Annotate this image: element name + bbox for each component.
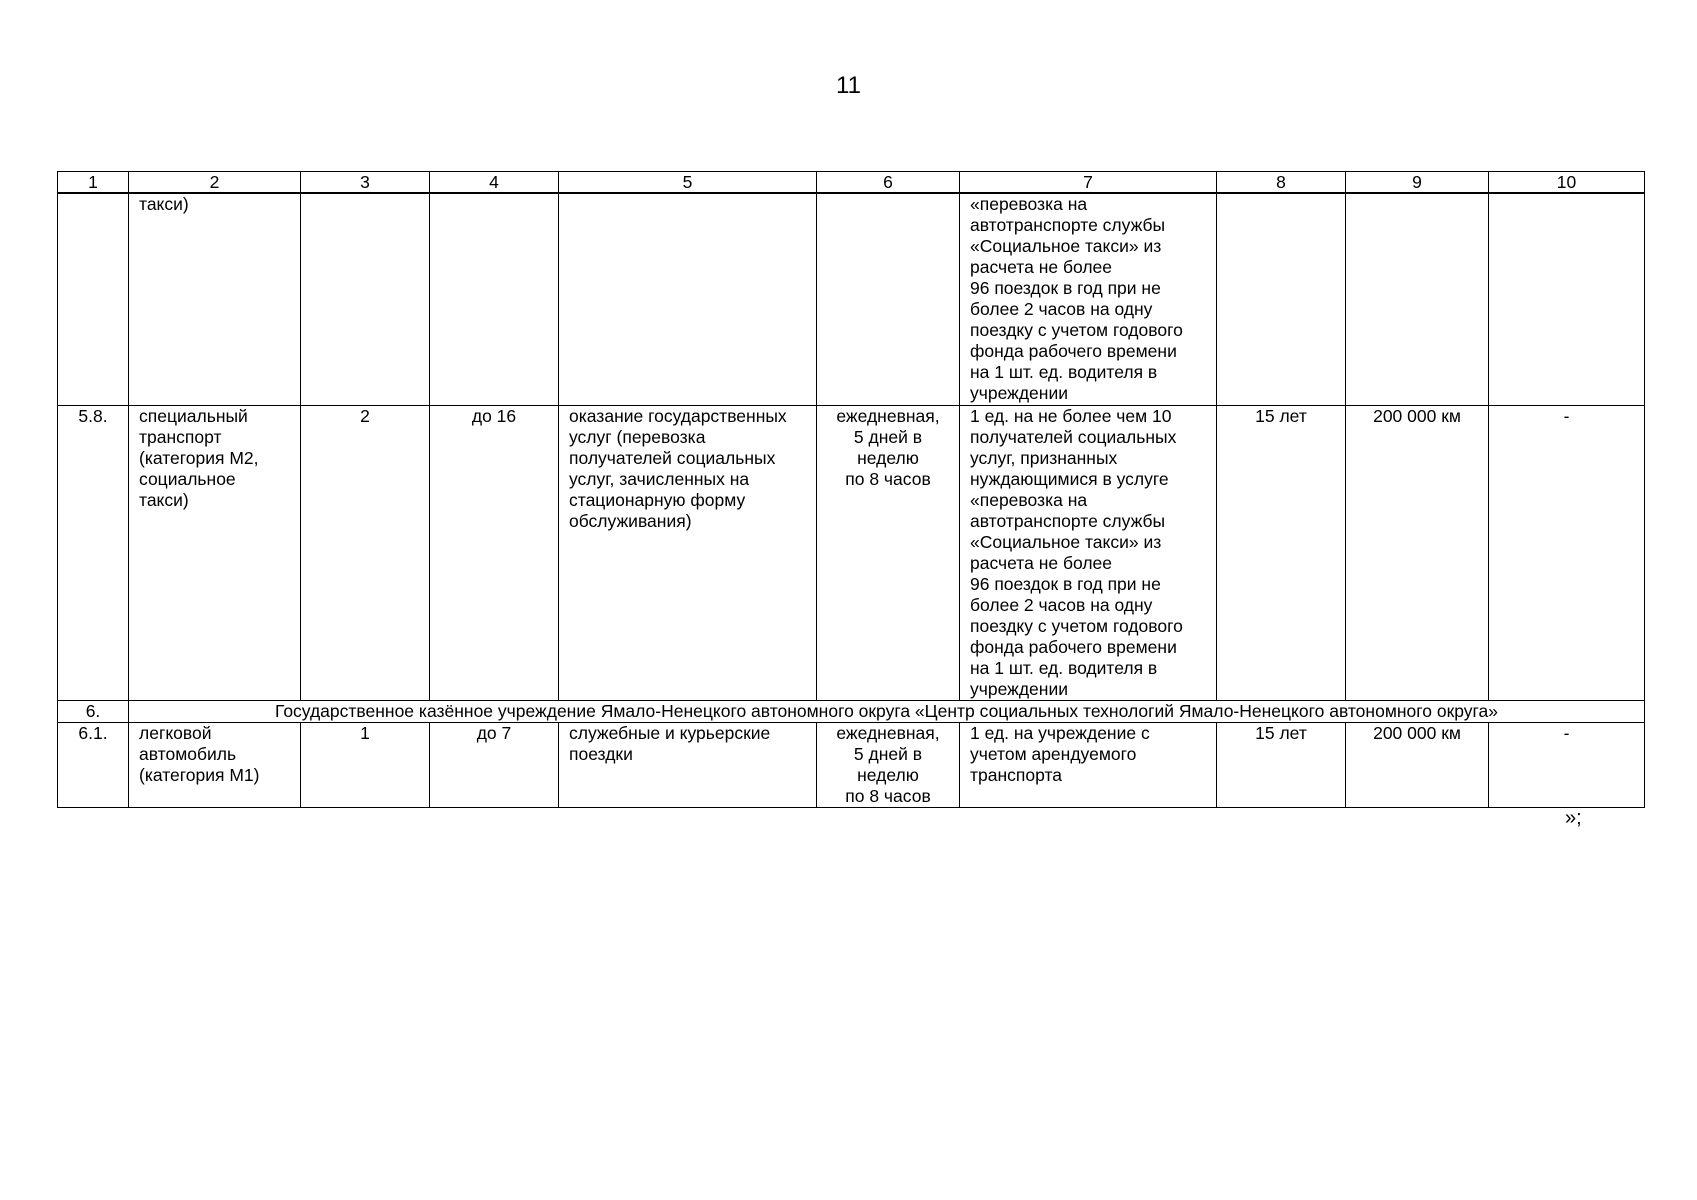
- table-row-6-1: [58, 723, 1645, 808]
- row-number-cell: 6.: [58, 701, 129, 723]
- quantity-cell: 1: [301, 723, 430, 808]
- norm-cell: «перевозка на автотранспорте службы «Социальное такси» из расчета не более 96 поездок в год при не более 2 часов на одну поездку с учетом годового фонда рабочего времени на 1 шт. ед. водителя в учреждении: [960, 193, 1217, 406]
- column-number-3: 3: [301, 172, 430, 194]
- schedule-cell: [817, 193, 960, 406]
- table-row-5-8: [58, 406, 1645, 701]
- quantity-cell: [301, 193, 430, 406]
- row-number-cell: 6.1.: [58, 723, 129, 808]
- schedule-cell: ежедневная, 5 дней в неделю по 8 часов: [817, 406, 960, 701]
- document-table: [57, 171, 1645, 808]
- row-number-cell: 5.8.: [58, 406, 129, 701]
- service-life-cell: [1217, 193, 1346, 406]
- section-title-cell: Государственное казённое учреждение Ямало-Ненецкого автономного округа «Центр социальных технологий Ямало-Ненецкого автономного округа»: [129, 701, 1645, 723]
- column-number-2: 2: [129, 172, 301, 194]
- column-number-6: 6: [817, 172, 960, 194]
- service-life-cell: 15 лет: [1217, 723, 1346, 808]
- mileage-cell: 200 000 км: [1346, 723, 1489, 808]
- purpose-cell: [559, 193, 817, 406]
- column-number-5: 5: [559, 172, 817, 194]
- note-cell: [1489, 193, 1645, 406]
- seats-cell: до 16: [430, 406, 559, 701]
- vehicle-type-cell: специальный транспорт (категория М2, социальное такси): [129, 406, 301, 701]
- schedule-cell: ежедневная, 5 дней в неделю по 8 часов: [817, 723, 960, 808]
- page-number: 11: [836, 72, 861, 99]
- mileage-cell: [1346, 193, 1489, 406]
- note-cell: -: [1489, 406, 1645, 701]
- table-row-6-section: [58, 701, 1645, 723]
- table-header-row: [58, 172, 1645, 194]
- norm-cell: 1 ед. на учреждение с учетом арендуемого транспорта: [960, 723, 1217, 808]
- seats-cell: до 7: [430, 723, 559, 808]
- quantity-cell: 2: [301, 406, 430, 701]
- table-row-continuation: [58, 193, 1645, 406]
- norm-cell: 1 ед. на не более чем 10 получателей социальных услуг, признанных нуждающимися в услуге «перевозка на автотранспорте службы «Социальное такси» из расчета не более 96 поездок в год при не более 2 часов на одну поездку с учетом годового фонда рабочего времени на 1 шт. ед. водителя в учреждении: [960, 406, 1217, 701]
- column-number-1: 1: [58, 172, 129, 194]
- note-cell: -: [1489, 723, 1645, 808]
- seats-cell: [430, 193, 559, 406]
- purpose-cell: служебные и курьерские поездки: [559, 723, 817, 808]
- column-number-4: 4: [430, 172, 559, 194]
- vehicle-type-cell: легковой автомобиль (категория М1): [129, 723, 301, 808]
- mileage-cell: 200 000 км: [1346, 406, 1489, 701]
- vehicle-type-cell: такси): [129, 193, 301, 406]
- column-number-7: 7: [960, 172, 1217, 194]
- column-number-8: 8: [1217, 172, 1346, 194]
- column-number-10: 10: [1489, 172, 1645, 194]
- purpose-cell: оказание государственных услуг (перевозка получателей социальных услуг, зачисленных на стационарную форму обслуживания): [559, 406, 817, 701]
- closing-quote-mark: »;: [1565, 807, 1582, 829]
- row-number-cell: [58, 193, 129, 406]
- column-number-9: 9: [1346, 172, 1489, 194]
- service-life-cell: 15 лет: [1217, 406, 1346, 701]
